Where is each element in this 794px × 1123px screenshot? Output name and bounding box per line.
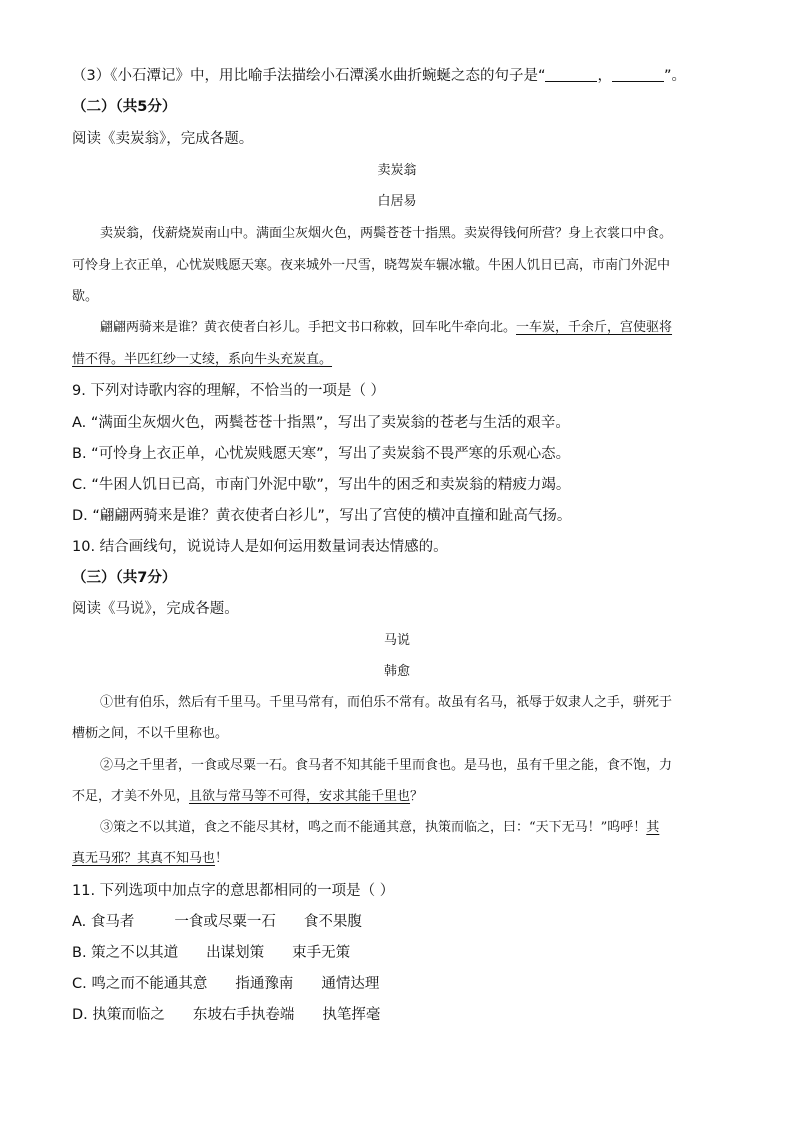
q11-b-item-2: 出谋划策 xyxy=(206,945,265,961)
essay-p2-line1: ②马之千里者，一食或尽粟一石。食马者不知其能千里而食也。是马也，虽有千里之能，食不饱，力 xyxy=(100,758,673,773)
essay-p2-end: ？ xyxy=(410,789,424,804)
poem-p2-plain: 翩翩两骑来是谁？黄衣使者白衫儿。手把文书口称敕，回车叱牛牵向北。 xyxy=(100,320,517,335)
q9-option-c[interactable]: C. “牛困人饥日已高，市南门外泥中歇”，写出牛的困乏和卖炭翁的精疲力竭。 xyxy=(72,477,571,493)
essay-author: 韩愈 xyxy=(383,664,410,679)
answer-blank-1[interactable] xyxy=(545,67,597,82)
q11-option-b[interactable] xyxy=(72,943,722,963)
q11-b-item-1: B. 策之不以其道 xyxy=(72,945,179,961)
q11-a-item-1: A. 食马者 xyxy=(72,914,135,930)
essay-title: 马说 xyxy=(383,633,410,648)
essay-p1-line2: 槽枥之间，不以千里称也。 xyxy=(72,726,229,741)
poem-p2-underlined-1: 一车炭，千余斤，宫使驱将 xyxy=(516,320,673,335)
q10-stem: 10. 结合画线句，说说诗人是如何运用数量词表达情感的。 xyxy=(72,539,448,555)
section2-heading: （二）（共5分） xyxy=(72,99,177,115)
q11-d-item-1: D. 执策而临之 xyxy=(72,1007,165,1023)
poem-p1-line1: 卖炭翁，伐薪烧炭南山中。满面尘灰烟火色，两鬓苍苍十指黑。卖炭得钱何所营？身上衣裳口中食。 xyxy=(100,226,673,241)
section3-heading: （三）（共7分） xyxy=(72,570,177,586)
essay-p3-underlined-2: 真无马邪？其真不知马也 xyxy=(72,851,216,866)
poem-author: 白居易 xyxy=(377,194,417,209)
q11-a-item-2: 一食或尽粟一石 xyxy=(174,914,276,930)
q11-b-item-3: 束手无策 xyxy=(292,945,351,961)
q8-part3-text: （3）《小石潭记》中，用比喻手法描绘小石潭溪水曲折蜿蜒之态的句子是“ xyxy=(72,68,546,84)
essay-p3-underlined-1: 其 xyxy=(646,820,660,835)
poem-p2-line1 xyxy=(72,318,722,338)
essay-p3-plain: ③策之不以其道，食之不能尽其材，鸣之而不能通其意，执策而临之，曰：“天下无马！”呜呼！ xyxy=(100,820,647,835)
poem-p2-line2 xyxy=(72,350,722,370)
q11-option-d[interactable] xyxy=(72,1005,722,1025)
poem-title: 卖炭翁 xyxy=(377,163,417,178)
poem-p1-line3: 歇。 xyxy=(72,289,99,304)
essay-p1-line1: ①世有伯乐，然后有千里马。千里马常有，而伯乐不常有。故虽有名马，祇辱于奴隶人之手，骈死于 xyxy=(100,695,673,710)
essay-p3-end: ！ xyxy=(215,851,229,866)
q11-a-item-3: 食不果腹 xyxy=(303,914,362,930)
q11-c-item-2: 指通豫南 xyxy=(235,976,294,992)
answer-blank-2[interactable] xyxy=(612,67,664,82)
poem-p2-underlined-2: 惜不得。半匹红纱一丈绫，系向牛头充炭直。 xyxy=(72,352,333,367)
q11-option-a[interactable] xyxy=(72,912,722,932)
section3-intro: 阅读《马说》，完成各题。 xyxy=(72,601,239,617)
q8-post: ”。 xyxy=(663,68,686,84)
q11-c-item-1: C. 鸣之而不能通其意 xyxy=(72,976,208,992)
section2-intro: 阅读《卖炭翁》，完成各题。 xyxy=(72,131,254,147)
essay-p3-line2 xyxy=(72,849,722,869)
q11-d-item-3: 执笔挥毫 xyxy=(322,1007,381,1023)
essay-p2-plain: 不足，才美不外见， xyxy=(72,789,190,804)
q9-option-d[interactable]: D. “翩翩两骑来是谁？黄衣使者白衫儿”，写出了宫使的横冲直撞和趾高气扬。 xyxy=(72,508,572,524)
q9-option-a[interactable]: A. “满面尘灰烟火色，两鬓苍苍十指黑”，写出了卖炭翁的苍老与生活的艰辛。 xyxy=(72,415,570,431)
q8-sep: ， xyxy=(597,68,612,84)
q11-stem: 11. 下列选项中加点字的意思都相同的一项是（ ） xyxy=(72,883,395,899)
q9-stem: 9. 下列对诗歌内容的理解，不恰当的一项是（ ） xyxy=(72,383,386,399)
essay-p2-line2 xyxy=(72,787,722,807)
essay-p2-underlined: 且欲与常马等不可得，安求其能千里也 xyxy=(189,789,411,804)
poem-p1-line2: 可怜身上衣正单，心忧炭贱愿天寒。夜来城外一尺雪，晓驾炭车辗冰辙。牛困人饥日已高，市南门外泥中 xyxy=(72,258,671,273)
q8-part3 xyxy=(72,66,722,86)
q11-d-item-2: 东坡右手执卷端 xyxy=(192,1007,295,1023)
q11-c-item-3: 通情达理 xyxy=(321,976,380,992)
q11-option-c[interactable] xyxy=(72,974,722,994)
q9-option-b[interactable]: B. “可怜身上衣正单，心忧炭贱愿天寒”，写出了卖炭翁不畏严寒的乐观心态。 xyxy=(72,446,571,462)
essay-p3-line1 xyxy=(72,818,722,838)
